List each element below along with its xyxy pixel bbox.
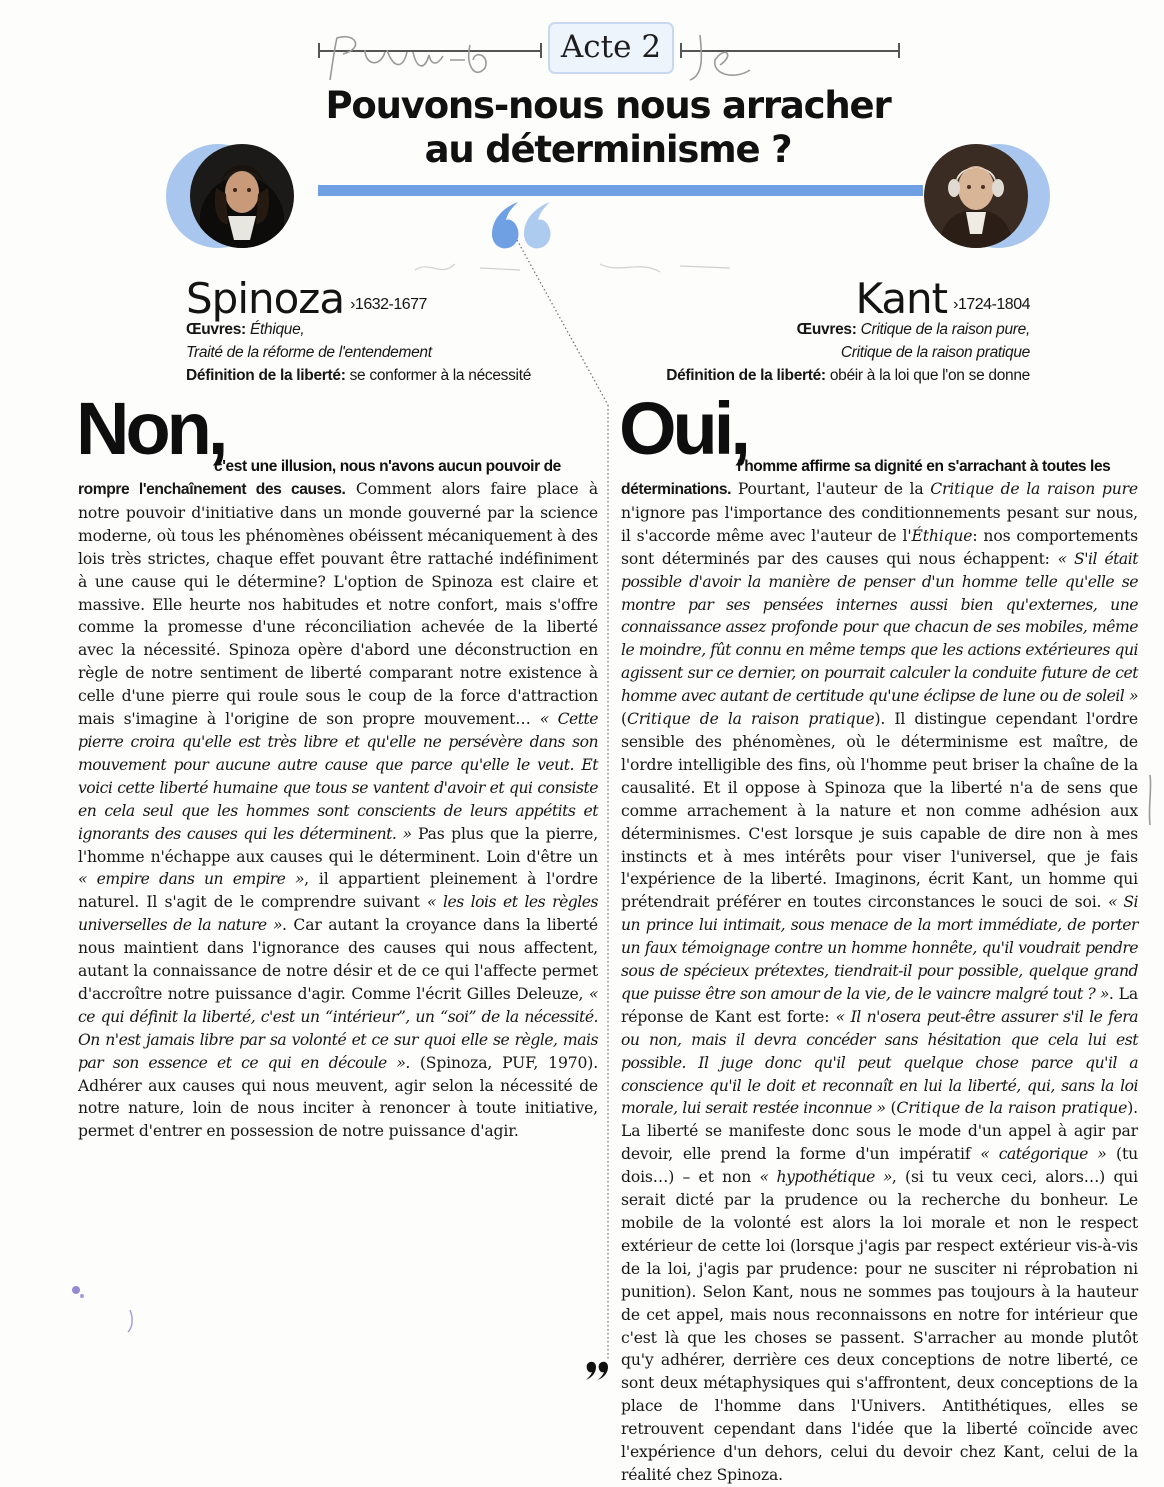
portrait-kant [924,144,1028,248]
column-right [621,478,1138,1487]
left-body-3: , il appartient pleinement à l'ordre naturel. Il s'agit de le comprendre suivant [78,870,598,912]
left-body-2: Pas plus que la pierre, l'homme n'échappe aux causes qui le déterminent. Loin d'être un [78,824,599,866]
works-left [186,318,606,387]
pencil-scribble-right [680,30,760,90]
dates-spinoza: ›1632-1677 [350,296,427,313]
right-title-3: Critique de la raison pratique [626,710,875,729]
right-body-9: (tu dois…) – et non [621,1145,1138,1187]
right-quote-4: « catégorique » [980,1145,1107,1164]
right-body-4: ( [621,710,627,729]
left-body-4: . Car autant la croyance dans la liberté nous maintient dans l'ignorance des causes qui nous affectent, autant la connaissance de notre désir et de ce qui l'affecte permet d'accroître notre puissance d'agir. Comme l'écrit Gilles Deleuze, [78,916,598,1003]
pencil-margin-mark [1140,770,1160,830]
works-left-2: Traité de la réforme de l'entendement [186,344,432,361]
title-line-2: au déterminisme ? [424,128,792,171]
lead-right-line1: l'homme affirme sa dignité en s'arrachant à toutes les [737,458,1111,475]
name-spinoza: Spinoza [186,274,345,323]
portrait-kant-image [924,144,1028,248]
lead-left-line1: c'est une illusion, nous n'avons aucun pouvoir de [214,458,561,475]
left-quote-2: « empire dans un empire » [78,870,305,889]
works-left-1: Éthique, [249,321,305,338]
rule-tick-right [898,43,900,58]
portrait-spinoza-image [190,144,294,248]
rule-tick-left [318,43,320,58]
end-mark-icon [584,1360,610,1382]
title-underline-bar [318,185,923,196]
right-body-3: : nos comportements sont déterminés par des causes qui nous échappent: [621,526,1138,568]
right-body-2: n'ignore pas l'importance des conditionnements pesant sur nous, il s'accorde même avec l'auteur de l' [621,503,1138,545]
works-right [600,318,1030,387]
right-quote-5: « hypothétique » [759,1168,892,1187]
right-body-5: ). Il distingue cependant l'ordre sensible des phénomènes, où le déterminisme est maître, de l'ordre intelligible des fins, où l'homme peut briser la chaîne de la causalité. Et il oppose à Spinoza que la liberté n'a de sens que comme arrachement à la nature et non comme adhésion aux déterminismes. C'est lorsque je suis capable de dire non à mes instincts et à mes intérêts pour viser l'universel, que je fais l'expérience de la liberté. Imaginons, écrit Kant, un homme qui prétendrait préférer en toutes circonstances le souci de soi. [621,710,1138,912]
def-label-right: Définition de la liberté: [666,367,826,384]
def-text-left: se conformer à la nécessité [349,367,532,384]
right-quote-3: « Il n'osera peut-être assurer s'il le fera ou non, mais il devra concéder sans hésitation que cela lui est possible. Il juge donc qu'il peut quelque chose parce qu'il a conscience qu'il le doit et reconnaît en lui la liberté, qui, sans la loi morale, lui serait restée inconnue » [621,1007,1139,1118]
right-body-8: ). La liberté se manifeste donc sous le mode d'un appel à agir par devoir, elle prend la forme d'un impératif [621,1099,1138,1164]
right-title-1: Critique de la raison pure [930,480,1139,498]
def-text-right: obéir à la loi que l'on se donne [829,367,1030,384]
works-label-left: Œuvres: [186,321,246,338]
pencil-scribble-left [325,30,495,90]
portrait-spinoza [190,144,294,248]
right-quote-1: « S'il était possible d'avoir la manière de penser d'un homme telle qu'elle se montre par ses pensées internes aussi bien qu'externes, une connaissance assez profonde pour que chacun de ses mobiles, même le moindre, fût connu en même temps que les actions extérieures qui agissent sur ce dernier, on pourrait calculer la conduite future de cet homme avec autant de certitude qu'une éclipse de lune ou de soleil » [621,549,1138,706]
def-label-left: Définition de la liberté: [186,367,346,384]
lead-left-line2: rompre l'enchaînement des causes. [78,481,346,498]
answer-non: Non, [76,387,225,470]
right-title-4: Critique de la raison pratique [896,1099,1128,1118]
right-body-10: , (si tu veux ceci, alors…) qui serait dicté par la prudence ou la recherche du bonheur. Le mobile de la volonté est alors la loi morale et non le respect extérieur de cette loi (lorsque j'agis par respect extérieur vis-à-vis de la loi, j'agis par prudence: pour ne susciter ni réprobation ni punition). Selon Kant, nous ne sommes pas toujours à la hauteur de cet appel, mais nous reconnaissons en notre for intérieur que c'est là que les choses se passent. S'arracher au monde plutôt qu'y adhérer, derrière ces deux conceptions de notre liberté, ce sont deux métaphysiques qui s'affrontent, deux conceptions de la place de l'homme dans l'Univers. Antithétiques, elles se retrouvent cependant dans l'idée que la liberté coïncide avec l'expérience d'un dehors, celui du devoir chez Kant, celui de la réalité chez Spinoza. [621,1168,1139,1484]
left-body-1: Comment alors faire place à notre pouvoir d'initiative dans un monde gouverné par la science moderne, où tous les phénomènes obéissent mécaniquement à des lois très strictes, chaque effet pouvant être rattaché indéfiniment à une cause qui le détermine? L'option de Spinoza est claire et massive. Elle heurte nos habitudes et notre confort, mais s'offre comme la promesse d'une réconciliation achevée de la liberté avec la nécessité. Spinoza opère d'abord une déconstruction en règle de notre sentiment de liberté comparant notre existence à celle d'une pierre qui roule sous le coup de la force d'attraction mais s'imagine à l'origine de son propre mouvement… [78,480,599,729]
rule-tick-left-inner [540,43,542,58]
left-body-5: (Spinoza, PUF, 1970). Adhérer aux causes qui nous meuvent, agir selon la nécessité de notre nature, loin de nous inciter à renoncer à toute initiative, permet d'entrer en possession de notre puissance d'agir. [78,1053,599,1141]
answer-oui: Oui, [619,387,747,470]
right-title-2: Éthique [911,526,973,545]
lead-right-line2: déterminations. [621,481,732,498]
ink-stain [68,1280,148,1340]
dates-kant: ›1724-1804 [953,296,1030,313]
left-quote-4: « ce qui définit la liberté, c'est un “intérieur”, un “soi” de la nécessité. On n'est jamais libre par sa volonté et ce sur quoi elle se règle, mais par son essence et ce qui en découle ». [78,984,598,1072]
acte-label-text: Acte 2 [560,29,662,65]
name-kant: Kant [855,274,948,323]
acte-label [548,22,674,74]
right-body-7: ( [885,1099,897,1118]
left-quote-3: « les lois et les règles universelles de la nature » [78,893,598,935]
right-body-1: Pourtant, l'auteur de la [731,480,931,498]
right-quote-2: « Si un prince lui intimait, sous menace de la mort immédiate, de porter un faux témoignage contre un homme honnête, qu'il voudrait pendre sous de spécieux prétextes, tiendrait-il pour possible, quelque grand que puisse être son amour de la vie, de le vaincre malgré tout ? » [621,893,1138,1003]
page-title [250,84,966,172]
works-right-2: Critique de la raison pratique [840,344,1030,361]
right-body-6: . La réponse de Kant est forte: [621,984,1139,1026]
column-left [78,478,598,1143]
title-line-1: Pouvons-nous nous arracher [325,84,891,127]
works-right-1: Critique de la raison pure, [860,321,1030,338]
works-label-right: Œuvres: [796,321,857,338]
left-quote-1: « Cette pierre croira qu'elle est très libre et qu'elle ne persévère dans son mouvement pour aucune autre cause que parce qu'elle le veut. Et voici cette liberté humaine que tous se vantent d'avoir et qui consiste en cela seul que les hommes sont conscients de leurs appétits et ignorants des causes qui les déterminent. » [78,710,599,843]
